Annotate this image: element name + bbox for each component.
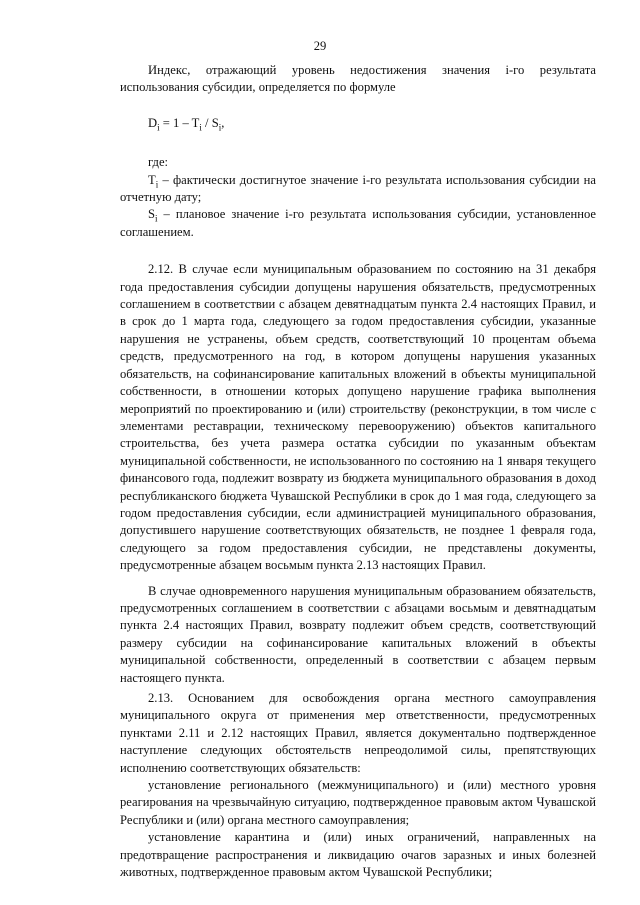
formula-mid: = 1 – T bbox=[159, 115, 200, 130]
formula-intro: Индекс, отражающий уровень недостижения значения i-го результата использования субсидии, определяется по формуле bbox=[120, 63, 596, 95]
definition-s-text: – плановое значение i-го результата использования субсидии, установленное соглашением. bbox=[120, 207, 596, 239]
paragraph-simultaneous-violation: В случае одновременного нарушения муниципальным образованием обязательств, предусмотренных соглашением в соответствии с абзацами восьмым и девятнадцатым пункта 2.4 настоящих Правил, возврату подлежит объем средств, соответствующий размеру субсидии на софинансирование капитальных вложений в объекты муниципальной собственности, определенный в соответствии с абзацем первым настоящего пункта. bbox=[120, 583, 596, 685]
paragraph-emergency-regime: установление регионального (межмуниципального) и (или) местного уровня реагирования на чрезвычайную ситуацию, подтвержденное правовым актом Чувашской Республики и (или) органа местного самоуправления; bbox=[120, 778, 596, 827]
formula-slash: / S bbox=[201, 115, 219, 130]
formula-tail: , bbox=[221, 115, 225, 130]
where-label: где: bbox=[148, 155, 169, 170]
formula bbox=[148, 115, 596, 132]
paragraph-quarantine: установление карантина и (или) иных ограничений, направленных на предотвращение распространения и ликвидацию очагов заразных и иных болезней животных, подтвержденное правовым актом Чувашской Республики; bbox=[120, 830, 596, 880]
definition-t bbox=[120, 172, 596, 207]
document-body bbox=[120, 62, 596, 881]
definition-s-symbol: S bbox=[148, 207, 156, 222]
formula-lhs-sub: i bbox=[157, 122, 160, 133]
definition-s-sub: i bbox=[155, 213, 158, 224]
formula-lhs: D bbox=[148, 115, 158, 130]
formula-t-sub: i bbox=[199, 122, 202, 133]
definition-t-sub: i bbox=[155, 179, 159, 190]
paragraph-2-12: 2.12. В случае если муниципальным образованием по состоянию на 31 декабря года предоставления субсидии допущены нарушения обязательств, предусмотренных соглашением в соответствии с абзацем девятнадцатым пункта 2.4 настоящих Правил, и в срок до 1 марта года, следующего за годом предоставления субсидии, указанные нарушения не устранены, объем средств, соответствующий 10 процентам объема средств, предусмотренного на год, в котором допущены нарушения указанных обязательств, на софинансирование капитальных вложений в объекты муниципальной собственности, в отношении которых допущено нарушение графика выполнения мероприятий по проектированию и (или) строительству (реконструкции, в том числе с элементами реставрации, техническому перевооружению) объектов капитального строительства, без учета размера остатка субсидии по указанным объектам муниципальной собственности, не использованного по состоянию на 1 января текущего финансового года, подлежит возврату из бюджета муниципального образования в доход республиканского бюджета Чувашской Республики в срок до 1 мая года, следующего за годом предоставления субсидии, если администрацией муниципального образования, допустившего нарушение соответствующих обязательств, не позднее 1 февраля года, следующего за годом предоставления субсидии, не представлены документы, предусмотренные абзацем восьмым пункта 2.13 настоящих Правил. bbox=[120, 262, 596, 573]
definition-t-symbol: T bbox=[148, 172, 156, 187]
page-number: 29 bbox=[313, 39, 327, 53]
definition-s bbox=[120, 206, 596, 241]
formula-s-sub: i bbox=[218, 122, 222, 133]
paragraph-2-13: 2.13. Основанием для освобождения органа местного самоуправления муниципального округа от применения мер ответственности, предусмотренных пунктами 2.11 и 2.12 настоящих Правил, является документально подтвержденное наступление следующих обстоятельств непреодолимой силы, препятствующих исполнению соответствующих обязательств: bbox=[120, 691, 596, 775]
definition-t-text: – фактически достигнутое значение i-го результата использования субсидии на отчетную дату; bbox=[120, 172, 596, 205]
paragraph-gap bbox=[120, 241, 596, 261]
